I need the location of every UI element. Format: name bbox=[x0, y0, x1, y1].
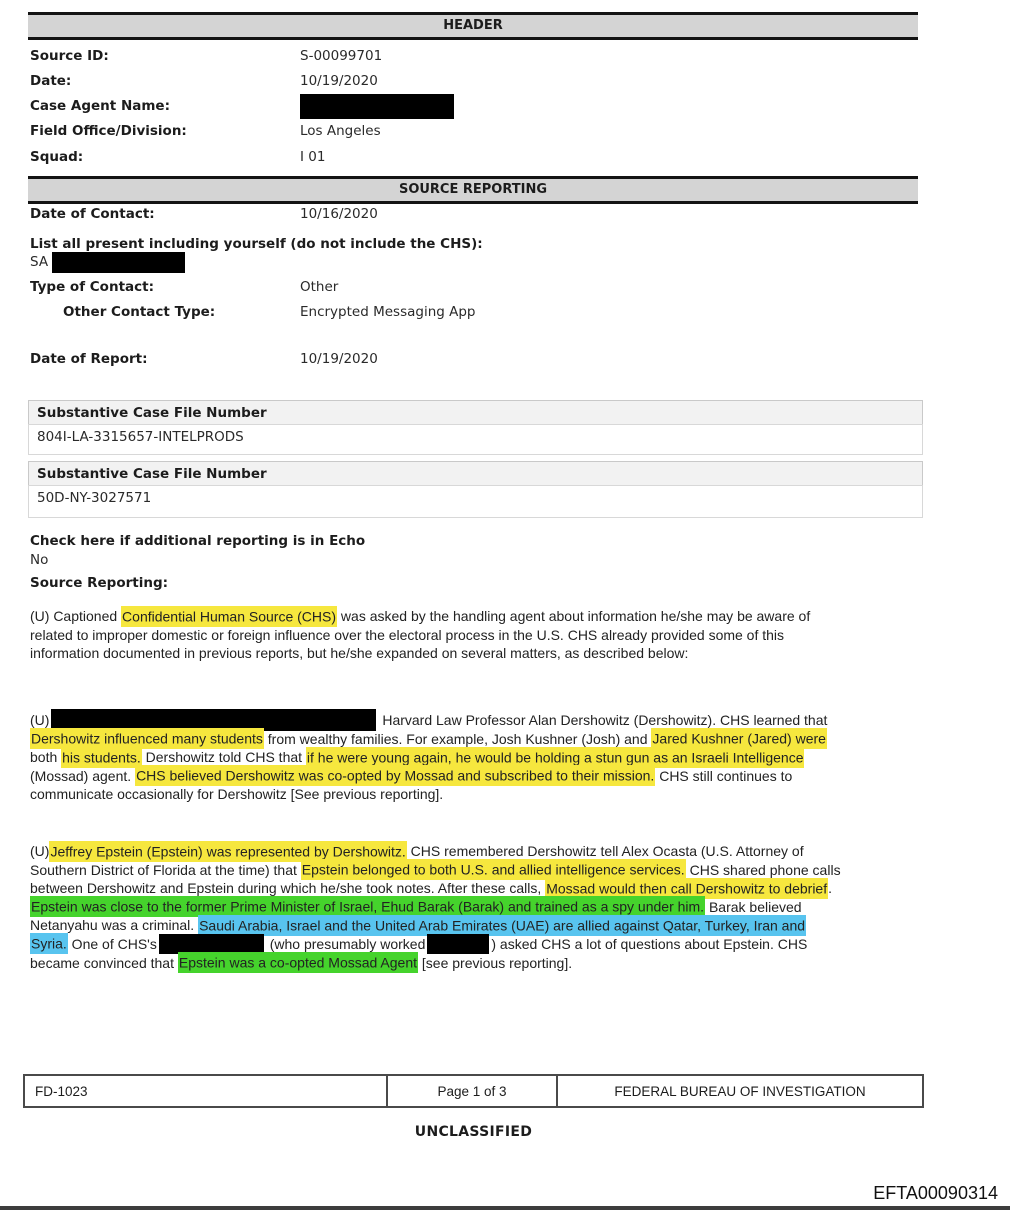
redaction-box bbox=[300, 94, 454, 119]
text-segment: (U) bbox=[30, 712, 50, 728]
squad-label: Squad: bbox=[30, 149, 84, 165]
type-of-contact-value: Other bbox=[300, 279, 339, 295]
form-number: FD-1023 bbox=[25, 1076, 388, 1106]
text-segment: between Dershowitz and Epstein during which he/she took notes. After these calls, bbox=[30, 880, 546, 897]
redaction-box bbox=[427, 934, 489, 954]
text-segment: Dershowitz told CHS that bbox=[141, 749, 306, 766]
highlighted-text: Epstein belonged to both U.S. and allied intelligence services. bbox=[301, 859, 686, 880]
field-office-label: Field Office/Division: bbox=[30, 123, 187, 139]
source-reporting-section-bar bbox=[28, 176, 918, 204]
highlighted-text: his students. bbox=[61, 747, 142, 768]
highlighted-text: Saudi Arabia, Israel and the United Arab Emirates (UAE) are allied against Qatar, Turkey, Iran and bbox=[198, 915, 806, 936]
header-section-bar bbox=[28, 12, 918, 40]
other-contact-type-label: Other Contact Type: bbox=[63, 304, 216, 320]
text-segment: Netanyahu was a criminal. bbox=[30, 917, 199, 934]
source-reporting-label: Source Reporting: bbox=[30, 575, 169, 591]
text-segment: information documented in previous reports, but he/she expanded on several matters, as described below: bbox=[30, 645, 689, 662]
source-id-label: Source ID: bbox=[30, 48, 109, 64]
narrative-line bbox=[30, 711, 827, 730]
highlighted-text: Dershowitz influenced many students bbox=[30, 728, 264, 749]
case-file-header-2: Substantive Case File Number bbox=[28, 461, 923, 486]
date-of-contact-label: Date of Contact: bbox=[30, 206, 155, 222]
present-prefix: SA bbox=[30, 254, 49, 270]
narrative-line bbox=[30, 767, 827, 786]
highlighted-text: Jared Kushner (Jared) were bbox=[651, 728, 827, 749]
narrative-line bbox=[30, 935, 841, 954]
text-segment: from wealthy families. For example, Josh Kushner (Josh) and bbox=[263, 730, 652, 747]
classification-marking: UNCLASSIFIED bbox=[414, 1124, 533, 1140]
narrative-line bbox=[30, 785, 827, 804]
page-bottom-edge bbox=[0, 1206, 1010, 1210]
bates-number: EFTA00090314 bbox=[873, 1183, 998, 1203]
case-file-header-1: Substantive Case File Number bbox=[28, 400, 923, 425]
text-segment: CHS still continues to bbox=[655, 767, 793, 784]
text-segment: Harvard Law Professor Alan Dershowitz (Dershowitz). CHS learned that bbox=[378, 712, 828, 728]
text-segment: (Mossad) agent. bbox=[30, 767, 136, 784]
text-segment: ) asked CHS a lot of questions about Epstein. CHS bbox=[491, 935, 808, 952]
text-segment: One of CHS's bbox=[67, 935, 157, 952]
narrative-paragraph-3 bbox=[30, 842, 841, 972]
date-of-contact-value: 10/16/2020 bbox=[300, 206, 378, 222]
squad-value: I 01 bbox=[300, 149, 326, 165]
text-segment: related to improper domestic or foreign influence over the electoral process in the U.S. CHS already provided some of this bbox=[30, 626, 785, 643]
text-segment: CHS remembered Dershowitz tell Alex Ocasta (U.S. Attorney of bbox=[406, 843, 804, 859]
narrative-line bbox=[30, 626, 810, 645]
text-segment: Southern District of Florida at the time) that bbox=[30, 861, 301, 878]
type-of-contact-label: Type of Contact: bbox=[30, 279, 154, 295]
text-segment: both bbox=[30, 749, 62, 766]
highlighted-text: Jeffrey Epstein (Epstein) was represented by Dershowitz. bbox=[49, 841, 406, 862]
source-id-value: S-00099701 bbox=[300, 48, 383, 64]
date-of-report-label: Date of Report: bbox=[30, 351, 148, 367]
highlighted-text: Epstein was close to the former Prime Minister of Israel, Ehud Barak (Barak) and trained as a spy under him. bbox=[30, 896, 705, 917]
highlighted-text: Confidential Human Source (CHS) bbox=[121, 606, 337, 627]
narrative-line bbox=[30, 861, 841, 880]
narrative-line bbox=[30, 842, 841, 861]
case-file-value-2: 50D-NY-3027571 bbox=[28, 485, 923, 518]
text-segment: communicate occasionally for Dershowitz [See previous reporting]. bbox=[30, 786, 444, 803]
field-office-value: Los Angeles bbox=[300, 123, 381, 139]
narrative-line bbox=[30, 644, 810, 663]
date-label: Date: bbox=[30, 73, 72, 89]
narrative-line bbox=[30, 748, 827, 767]
source-reporting-section-title: SOURCE REPORTING bbox=[398, 182, 548, 197]
echo-check-value: No bbox=[30, 552, 49, 568]
text-segment: became convinced that bbox=[30, 954, 178, 971]
footer-table bbox=[23, 1074, 924, 1108]
date-of-report-value: 10/19/2020 bbox=[300, 351, 378, 367]
echo-check-label: Check here if additional reporting is in Echo bbox=[30, 533, 366, 549]
narrative-line bbox=[30, 879, 841, 898]
text-segment: CHS shared phone calls bbox=[685, 861, 841, 878]
highlighted-text: Syria. bbox=[30, 933, 68, 954]
redaction-box bbox=[52, 252, 185, 273]
narrative-line bbox=[30, 954, 841, 973]
page-number: Page 1 of 3 bbox=[388, 1076, 558, 1106]
list-all-present-label: List all present including yourself (do not include the CHS): bbox=[30, 236, 483, 252]
narrative-paragraph-1 bbox=[30, 607, 810, 663]
text-segment: (U) Captioned bbox=[30, 608, 122, 624]
header-section-title: HEADER bbox=[443, 18, 503, 33]
date-value: 10/19/2020 bbox=[300, 73, 378, 89]
case-file-value-1: 804I-LA-3315657-INTELPRODS bbox=[28, 424, 923, 455]
highlighted-text: Epstein was a co-opted Mossad Agent bbox=[178, 952, 418, 973]
case-agent-name-label: Case Agent Name: bbox=[30, 98, 170, 114]
narrative-line bbox=[30, 916, 841, 935]
highlighted-text: CHS believed Dershowitz was co-opted by Mossad and subscribed to their mission. bbox=[135, 765, 655, 786]
narrative-line bbox=[30, 607, 810, 626]
text-segment: . bbox=[828, 880, 832, 897]
highlighted-text: if he were young again, he would be holding a stun gun as an Israeli Intelligence bbox=[306, 747, 805, 768]
agency-name: FEDERAL BUREAU OF INVESTIGATION bbox=[614, 1083, 866, 1099]
text-segment: (who presumably worked bbox=[265, 935, 426, 952]
other-contact-type-value: Encrypted Messaging App bbox=[300, 304, 476, 320]
narrative-line bbox=[30, 730, 827, 749]
highlighted-text: Mossad would then call Dershowitz to debrief bbox=[545, 878, 828, 899]
text-segment: [see previous reporting]. bbox=[418, 954, 573, 971]
text-segment: Barak believed bbox=[705, 898, 802, 915]
narrative-paragraph-2 bbox=[30, 711, 827, 804]
text-segment: was asked by the handling agent about information he/she may be aware of bbox=[337, 608, 811, 624]
text-segment: (U) bbox=[30, 843, 50, 859]
narrative-line bbox=[30, 898, 841, 917]
